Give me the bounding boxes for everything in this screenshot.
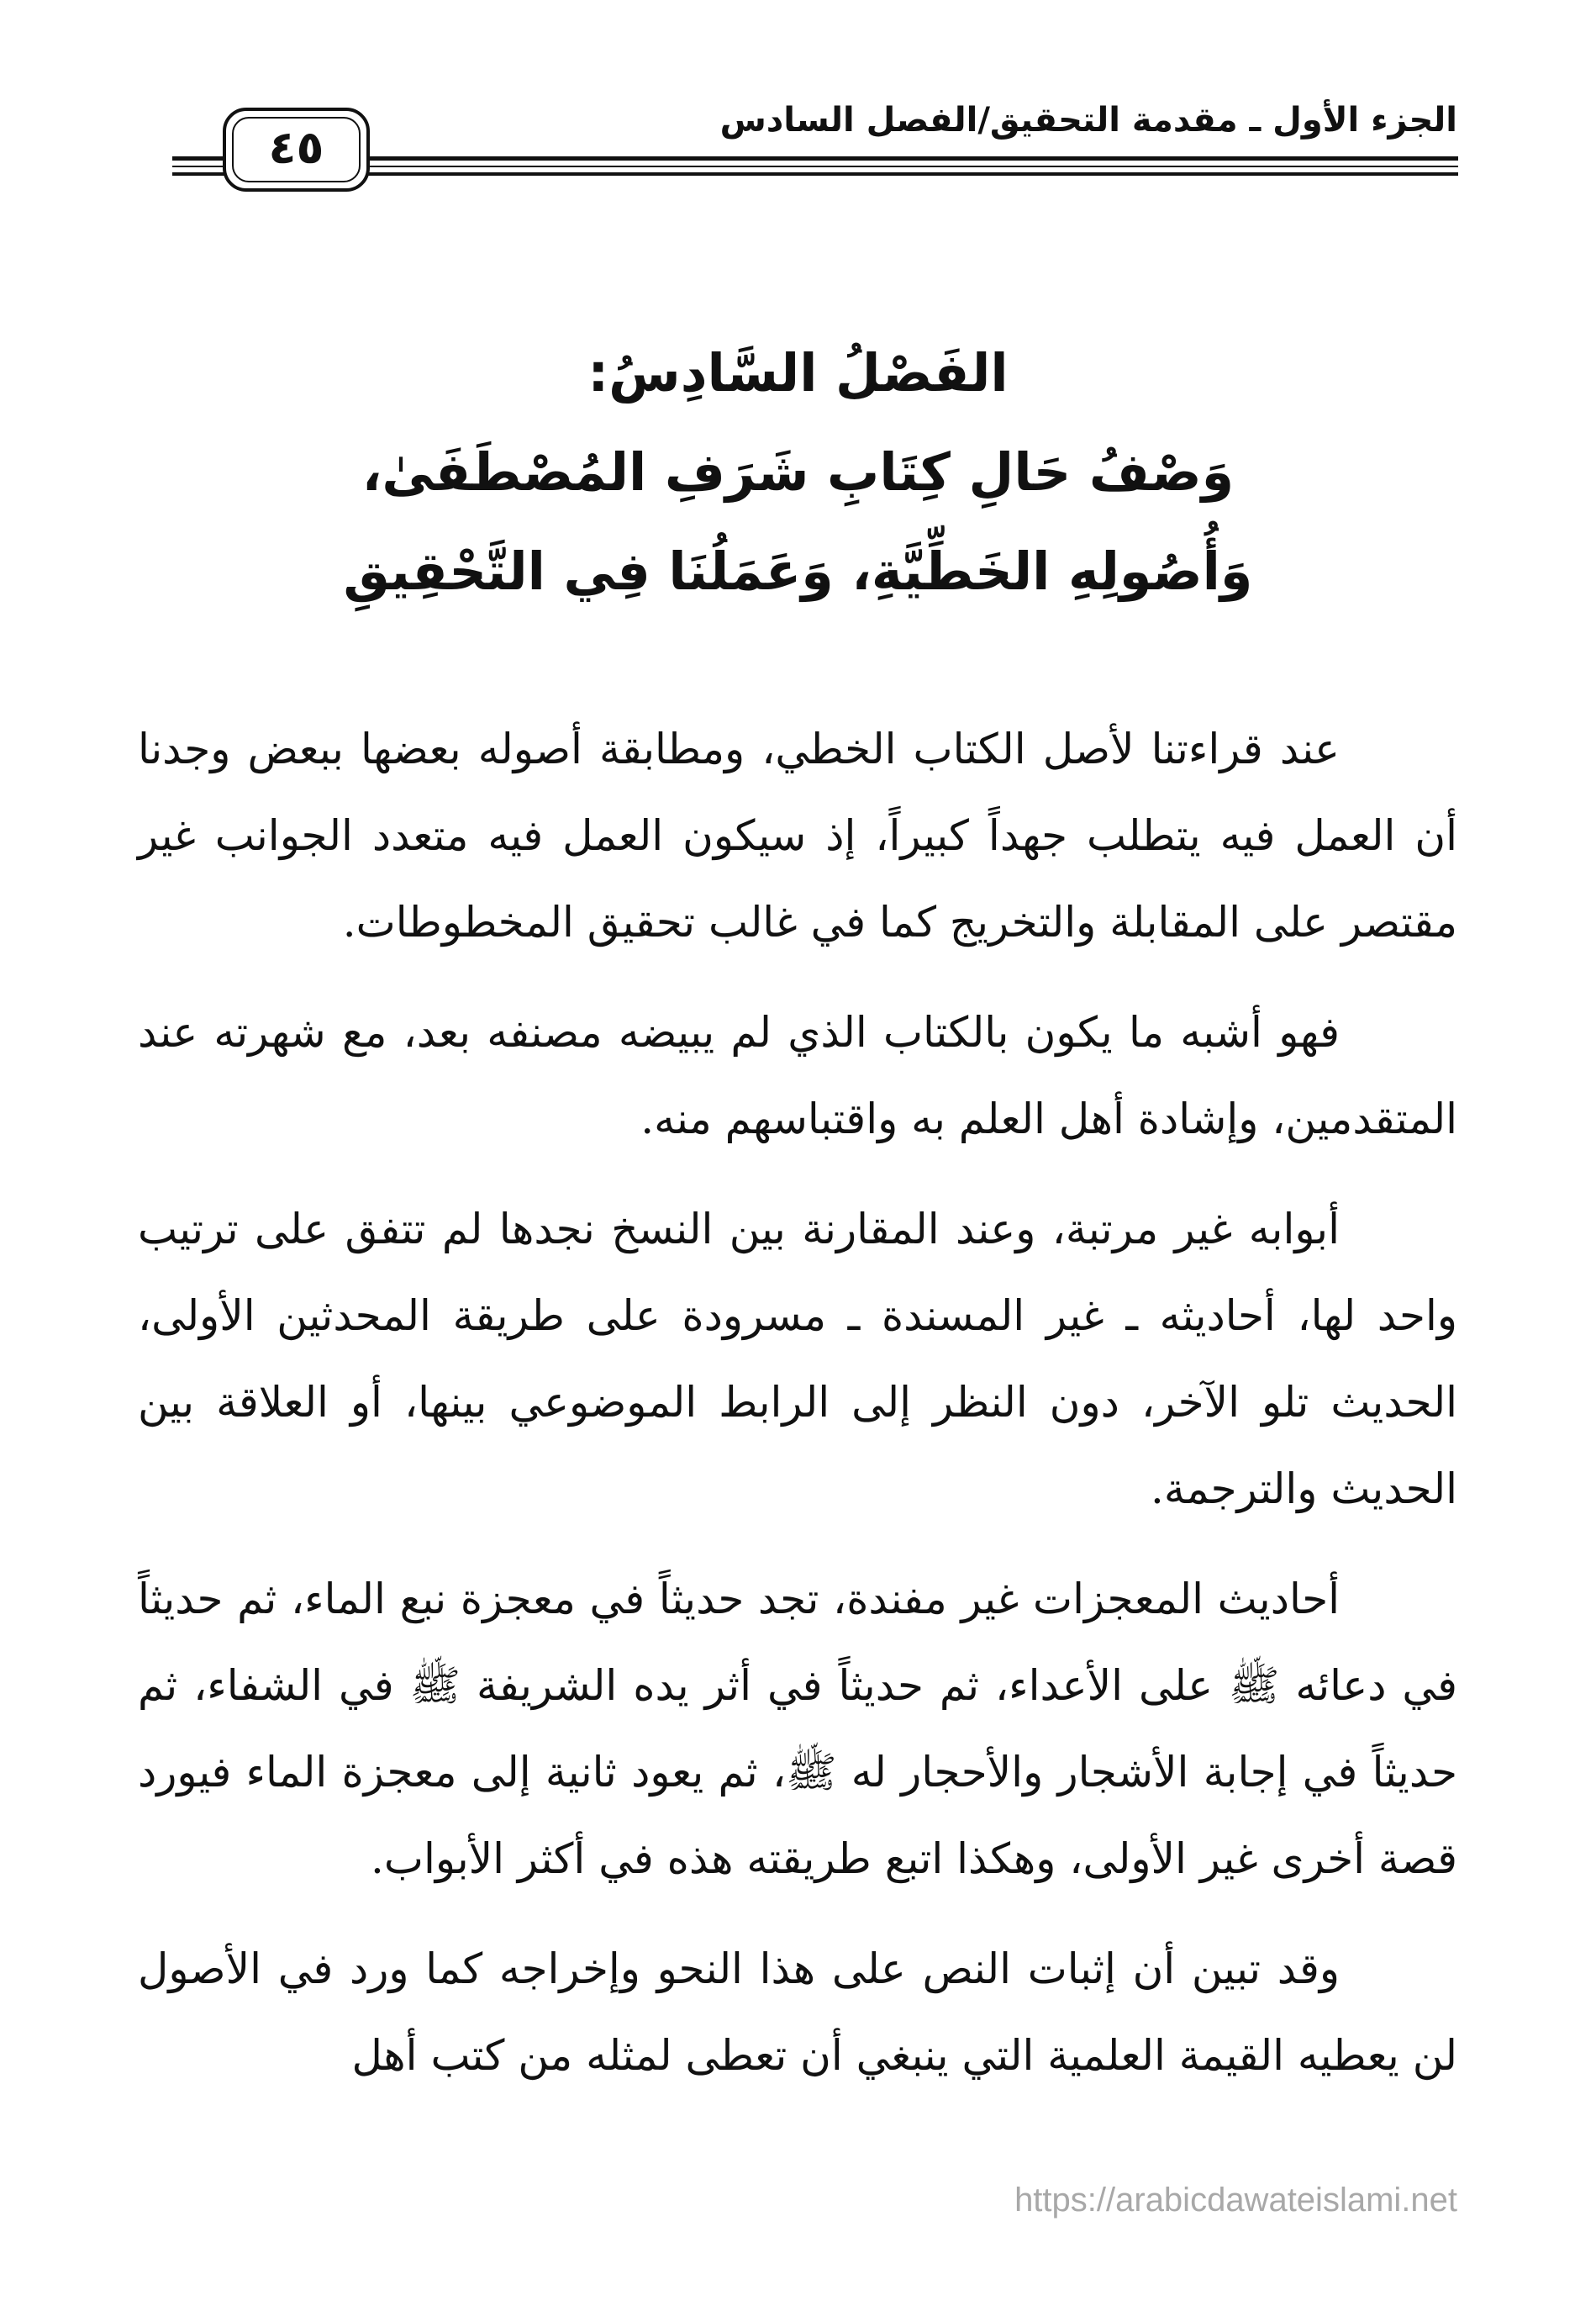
- paragraph: فهو أشبه ما يكون بالكتاب الذي لم يبيضه مصنفه بعد، مع شهرته عند المتقدمين، وإشادة أهل العلم به واقتباسهم منه.: [138, 1008, 1457, 1143]
- paragraph: أبوابه غير مرتبة، وعند المقارنة بين النسخ نجدها لم تتفق على ترتيب واحد لها، أحاديثه ـ غير المسندة ـ مسرودة على طريقة المحدثين الأولى، الحديث تلو الآخر، دون النظر إلى الرابط الموضوعي بينها، أو العلاقة بين الحديث والترجمة.: [138, 1205, 1457, 1513]
- page-number-frame: [223, 108, 370, 192]
- chapter-title-line-2: وَصْفُ حَالِ كِتَابِ شَرَفِ المُصْطَفَىٰ،: [361, 441, 1235, 503]
- paragraph: عند قراءتنا لأصل الكتاب الخطي، ومطابقة أصوله بعضها ببعض وجدنا أن العمل فيه يتطلب جهداً كبيراً، إذ سيكون العمل فيه متعدد الجوانب غير مقتصر على المقابلة والتخريج كما في غالب تحقيق المخطوطات.: [138, 725, 1457, 947]
- paragraph: أحاديث المعجزات غير مفندة، تجد حديثاً في معجزة نبع الماء، ثم حديثاً في دعائه ﷺ على الأعداء، ثم حديثاً في أثر يده الشريفة ﷺ في الشفاء، ثم حديثاً في إجابة الأشجار والأحجار له ﷺ، ثم يعود ثانية إلى معجزة الماء فيورد قصة أخرى غير الأولى، وهكذا اتبع طريقته هذه في أكثر الأبواب.: [138, 1575, 1457, 1883]
- chapter-title: [118, 324, 1478, 621]
- paragraph: وقد تبين أن إثبات النص على هذا النحو وإخراجه كما ورد في الأصول لن يعطيه القيمة العلمية التي ينبغي أن تعطى لمثله من كتب أهل: [138, 1944, 1457, 2080]
- chapter-title-line-3: وَأُصُولِهِ الخَطِّيَّةِ، وَعَمَلُنَا فِي التَّحْقِيقِ: [343, 541, 1253, 602]
- body-text: [138, 706, 1457, 2123]
- watermark-url: https://arabicdawateislami.net: [1014, 2182, 1457, 2219]
- page-number: ٤٥: [268, 121, 324, 174]
- running-header: الجزء الأول ـ مقدمة التحقيق/الفصل السادس: [719, 101, 1457, 140]
- chapter-title-line-1: الفَصْلُ السَّادِسُ:: [587, 342, 1009, 404]
